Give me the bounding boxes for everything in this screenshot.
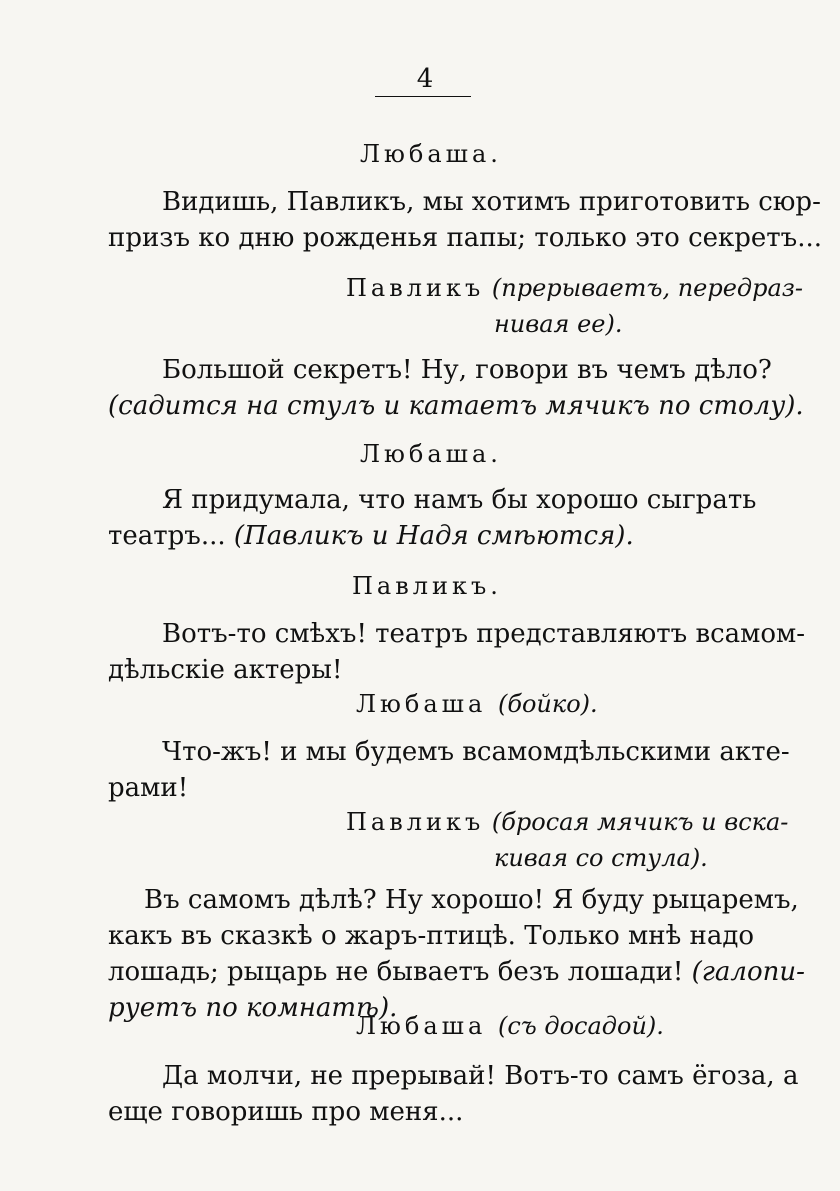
text-line: призъ ко дню рожденья папы; только это секретъ... <box>108 223 823 253</box>
speaker-lyubasha <box>356 690 598 718</box>
text-line: Да молчи, не прерывай! Вотъ-то самъ ёгоза, а <box>162 1061 799 1091</box>
stage-direction: (галопи- <box>691 957 805 987</box>
stage-direction: кивая со стула). <box>494 844 708 872</box>
text-line: Въ самомъ дѣлѣ? Ну хорошо! Я буду рыцаремъ, <box>144 885 799 915</box>
speaker-name: Любаша. <box>360 140 502 168</box>
speaker-lyubasha <box>360 140 502 168</box>
text-line: Вотъ-то смѣхъ! театръ представляютъ всамом- <box>162 619 806 649</box>
text-line: Видишь, Павликъ, мы хотимъ приготовить сюр- <box>162 187 821 217</box>
speaker-name: Павликъ <box>346 274 485 302</box>
speaker-pavlik <box>346 270 803 342</box>
speaker-pavlik <box>346 804 788 876</box>
speaker-name: Павликъ <box>346 808 485 836</box>
text-line: еще говоришь про меня... <box>108 1097 464 1127</box>
speech-pavlik-1 <box>108 352 804 424</box>
speech-pavlik-2 <box>108 616 806 688</box>
speaker-name: Павликъ. <box>352 572 502 600</box>
speech-pavlik-3 <box>108 882 805 1026</box>
speaker-name: Любаша <box>356 690 487 718</box>
text-line: Я придумала, что намъ бы хорошо сыграть <box>162 485 757 515</box>
page-number-rule <box>375 96 471 97</box>
speech-lyubasha-4 <box>108 1058 799 1130</box>
speaker-lyubasha <box>356 1012 664 1040</box>
speaker-name: Любаша. <box>360 440 502 468</box>
text-fragment: театръ... <box>108 521 234 551</box>
text-line: какъ въ сказкѣ о жаръ-птицѣ. Только мнѣ надо <box>108 921 755 951</box>
speech-lyubasha-1 <box>108 184 823 256</box>
page-number: 4 <box>416 64 434 94</box>
text-line <box>108 518 738 554</box>
stage-direction: (прерываетъ, передраз- <box>491 274 804 302</box>
text-line <box>108 954 805 990</box>
stage-direction: (садится на стулъ и катаетъ мячикъ по столу). <box>108 391 804 421</box>
stage-direction: (бойко). <box>497 690 598 718</box>
speaker-name: Любаша <box>356 1012 487 1040</box>
speaker-pavlik <box>352 572 502 600</box>
text-line: Большой секретъ! Ну, говори въ чемъ дѣло? <box>162 355 772 385</box>
stage-direction: (съ досадой). <box>497 1012 664 1040</box>
text-line: рами! <box>108 773 189 803</box>
stage-direction: нивая ее). <box>494 310 623 338</box>
text-fragment: лошадь; рыцарь не бываетъ безъ лошади! <box>108 957 692 987</box>
text-line: дѣльскіе актеры! <box>108 655 343 685</box>
speech-lyubasha-2 <box>108 482 757 554</box>
stage-direction: (Павликъ и Надя смѣются). <box>233 521 634 551</box>
speaker-lyubasha <box>360 440 502 468</box>
text-line: Что-жъ! и мы будемъ всамомдѣльскими акте- <box>162 737 790 767</box>
stage-direction: (бросая мячикъ и вска- <box>491 808 789 836</box>
stage-direction: руетъ по комнатѣ). <box>108 993 398 1023</box>
speech-lyubasha-3 <box>108 734 790 806</box>
